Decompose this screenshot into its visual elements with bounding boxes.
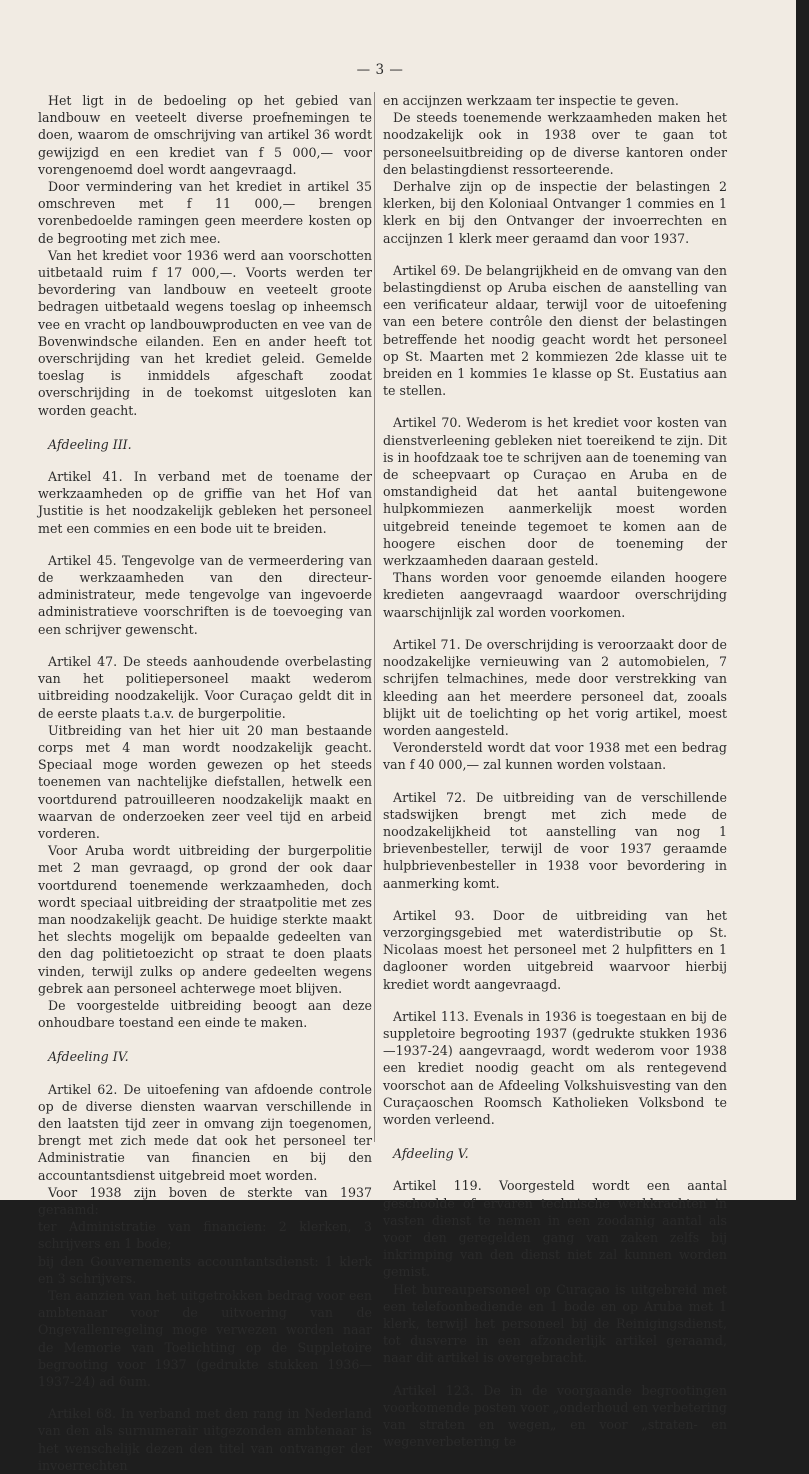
right-column — [383, 92, 727, 1450]
article-paragraph: Artikel 123. De in de voorgaande begrootingen voorkomende posten voor „onderhoud en verbetering van straten en wegen„ en voor „straten- en wegenverbetering te — [383, 1382, 727, 1450]
article-paragraph: Artikel 70. Wederom is het krediet voor kosten van dienstverleening gebleken niet toereikend te zijn. Dit is in hoofdzaak toe te schrijven aan de toeneming van de scheepvaart op Curaçao en Aruba en de omstandigheid dat het aantal buitengewone hulpkommiezen aanmerkelijk moest worden uitgebreid teneinde tegemoet te komen aan de hoogere eischen door de toeneming der werkzaamheden daaraan gesteld. — [383, 415, 727, 569]
article-paragraph: Artikel 68. In verband met den rang in Nederland van den als surnumerair uitgezonden ambtenaar is het wenschelijk dezen den titel van ontvanger der invoerrechten — [38, 1406, 372, 1473]
article-paragraph: Artikel 113. Evenals in 1936 is toegestaan en bij de suppletoire begrooting 1937 (gedrukte stukken 1936—1937-24) aangevraagd, wordt wederom voor 1938 een krediet noodig geacht om als rentegevend voorschot aan de Afdeeling Volkshuisvesting van den Curaçaoschen Roomsch Katholieken Volksbond te worden verleend. — [383, 1008, 727, 1127]
paragraph: Voor Aruba wordt uitbreiding der burgerpolitie met 2 man gevraagd, op grond der ook daar voortdurend toenemende werkzaamheden, doch wordt speciaal uitbreiding der straatpolitie met zes man noodzakelijk geacht. De huidige sterkte maakt het slechts mogelijk om bepaalde gedeelten van den dag politietoezicht op straat te doen plaats vinden, terwijl zulks op andere gedeelten wegens gebrek aan personeel achterwege moet blijven. — [38, 843, 372, 996]
scan-border — [796, 0, 809, 1200]
paragraph: Het bureaupersoneel op Curaçao is uitgebreid met een telefoonbediende en 1 bode en op Aruba met 1 klerk, terwijl het personeel bij de Reinigingsdienst, tot dusverre in een afzonderlijk artikel geraamd, naar dit artikel is overgebracht. — [383, 1281, 727, 1366]
article-paragraph: Artikel 72. De uitbreiding van de verschillende stadswijken brengt met zich mede de noodzakelijkheid tot aanstelling van nog 1 brievenbesteller, terwijl de voor 1937 geraamde hulpbrievenbesteller in 1938 voor bevordering in aanmerking komt. — [383, 789, 727, 891]
article-paragraph: Artikel 71. De overschrijding is veroorzaakt door de noodzakelijke vernieuwing van 2 automobielen, 7 schrijfen telmachines, mede door verstrekking van kleeding aan het meerdere personeel dat, zooals blijkt uit de toelichting op het vorig artikel, moest worden aangesteld. — [383, 636, 727, 738]
page-number: — 3 — — [356, 62, 404, 78]
paragraph-line: ter Administratie van financien: 2 klerken, 3 schrijvers en 1 bode; — [38, 1219, 372, 1252]
paragraph-line: bij den Gouvernements accountantsdienst: 1 klerk en 3 schrijvers. — [38, 1253, 372, 1286]
section-heading: Afdeeling IV. — [48, 1049, 129, 1065]
article-paragraph: Artikel 93. Door de uitbreiding van het verzorgingsgebied met waterdistributie op St. Nicolaas moest het personeel met 2 hulpfitters en 1 daglooner worden uitgebreid waarvoor hierbij krediet wordt aangevraagd. — [383, 907, 727, 992]
paragraph: Van het krediet voor 1936 werd aan voorschotten uitbetaald ruim f 17 000,—. Voorts werden ter bevordering van landbouw en veeteelt groote bedragen uitbetaald wegens toeslag op inheemsch vee en vracht op landbouwproducten en vee van de Bovenwindsche eilanden. Een en ander heeft tot overschrijding van het krediet geleid. Gemelde toeslag is inmiddels afgeschaft zoodat overschrijding in de toekomst uitgesloten kan worden geacht. — [38, 247, 372, 418]
section-heading: Afdeeling V. — [393, 1146, 469, 1162]
paragraph: Uitbreiding van het hier uit 20 man bestaande corps met 4 man wordt noodzakelijk geacht. Speciaal moge worden gewezen op het steeds toenemen van nachtelijke diefstallen, hetwelk een voortdurend patrouilleeren noodzakelijk maakt en waarvan de onderzoeken zeer veel tijd en arbeid vorderen. — [38, 722, 372, 841]
paragraph: Ten aanzien van het uitgetrokken bedrag voor een ambtenaar voor de uitvoering van de Ongevallenregeling moge verwezen worden naar de Memorie van Toelichting op de Suppletoire begrooting voor 1937 (gedrukte stukken 1936—1937-24) ad 6um. — [38, 1288, 372, 1390]
paragraph: Artikel 119. Voorgesteld wordt een aantal geschoolde of ervaren technische werkkrachten in vasten dienst te nemen in een zoodanig aantal als voor den geregelden gang van zaken zelfs bij inkrimping van den dienst niet zal kunnen worden gemist. — [383, 1178, 727, 1280]
paragraph: Thans worden voor genoemde eilanden hoogere kredieten aangevraagd waardoor overschrijding waarschijnlijk zal worden voorkomen. — [383, 570, 727, 620]
paragraph: De voorgestelde uitbreiding beoogt aan deze onhoudbare toestand een einde te maken. — [38, 997, 372, 1031]
paragraph: Artikel 62. De uitoefening van afdoende controle op de diverse diensten waarvan verschillende in den laatsten tijd zeer in omvang zijn toegenomen, brengt met zich mede dat ook het personeel ter Administratie van financien en bij den accountantsdienst uitgebreid moet worden. — [38, 1081, 372, 1183]
paragraph: Artikel 41. In verband met de toename der werkzaamheden op de griffie van het Hof van Justitie is het noodzakelijk gebleken het personeel met een commies en een bode uit te breiden. — [38, 469, 372, 536]
paragraph: Derhalve zijn op de inspectie der belastingen 2 klerken, bij den Koloniaal Ontvanger 1 commies en 1 klerk en bij den Ontvanger der invoerrechten en accijnzen 1 klerk meer geraamd dan voor 1937. — [383, 179, 727, 246]
paragraph: Het ligt in de bedoeling op het gebied van landbouw en veeteelt diverse proefnemingen te doen, waarom de omschrijving van artikel 36 wordt gewijzigd en een krediet van f 5 000,— voor vorengenoemd doel wordt aangevraagd. — [38, 93, 372, 177]
column-divider — [374, 92, 375, 1142]
paragraph: Door vermindering van het krediet in artikel 35 omschreven met f 11 000,— brengen vorenbedoelde ramingen geen meerdere kosten op de begrooting met zich mee. — [38, 179, 372, 246]
article-paragraph: Artikel 47. De steeds aanhoudende overbelasting van het politiepersoneel maakt wederom uitbreiding noodzakelijk. Voor Curaçao geldt dit in de eerste plaats t.a.v. de burgerpolitie. — [38, 653, 372, 721]
article-paragraph: Artikel 69. De belangrijkheid en de omvang van den belastingdienst op Aruba eischen de aanstelling van een verificateur aldaar, terwijl voor de uitoefening van een betere contrôle den dienst der belastingen betreffende het noodig geacht wordt het personeel op St. Maarten met 2 kommiezen 2de klasse uit te breiden en 1 kommies 1e klasse op St. Eustatius aan te stellen. — [383, 262, 727, 399]
paragraph-line: en accijnzen werkzaam ter inspectie te geven. — [383, 93, 679, 108]
paragraph: Verondersteld wordt dat voor 1938 met een bedrag van f 40 000,— zal kunnen worden volstaan. — [383, 740, 727, 773]
section-heading: Afdeeling III. — [48, 436, 132, 452]
paragraph: Voor 1938 zijn boven de sterkte van 1937 geraamd: — [38, 1184, 372, 1217]
article-paragraph: Artikel 45. Tengevolge van de vermeerdering van de werkzaamheden van den directeur-administrateur, mede tengevolge van ingevoerde administratieve voorschriften is de toevoeging van een schrijver gewenscht. — [38, 552, 372, 637]
left-column — [38, 92, 372, 1474]
paragraph: De steeds toenemende werkzaamheden maken het noodzakelijk ook in 1938 over te gaan tot personeelsuitbreiding op de diverse kantoren onder den belastingdienst ressorteerende. — [383, 110, 727, 177]
